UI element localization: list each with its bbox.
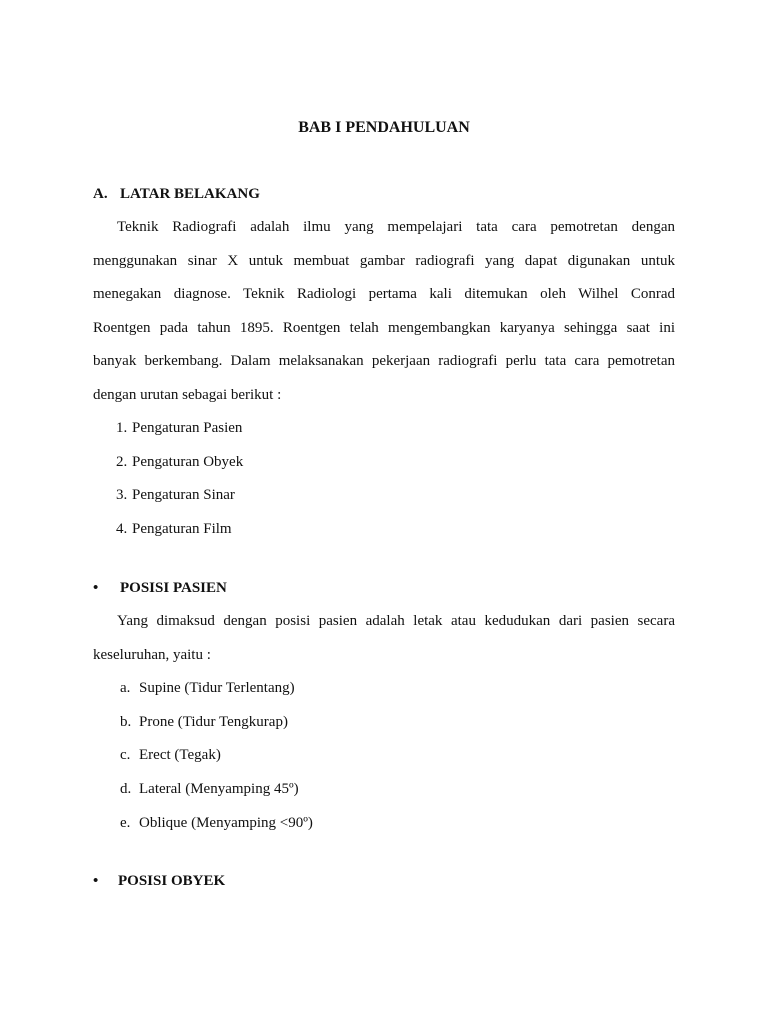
paragraph-line: Teknik Radiografi adalah ilmu yang mempelajari tata cara pemotretan dengan (117, 219, 675, 235)
list-item: d. Lateral (Menyamping 45º) (120, 781, 299, 797)
section-heading-latar-belakang (93, 184, 260, 204)
paragraph-line: banyak berkembang. Dalam melaksanakan pekerjaan radiografi perlu tata cara pemotretan (93, 353, 675, 370)
section-heading-posisi-pasien (93, 578, 227, 598)
bullet-icon: • (93, 580, 99, 596)
bullet-icon: • (93, 873, 99, 889)
section-label: LATAR BELAKANG (120, 186, 260, 202)
section-marker: A. (93, 186, 108, 202)
list-item: b. Prone (Tidur Tengkurap) (120, 714, 288, 730)
paragraph-line: keseluruhan, yaitu : (93, 646, 211, 663)
list-item: e. Oblique (Menyamping <90º) (120, 815, 313, 831)
list-item: 3. Pengaturan Sinar (116, 487, 235, 503)
list-item: a. Supine (Tidur Terlentang) (120, 680, 295, 696)
list-item: 2. Pengaturan Obyek (116, 454, 244, 470)
paragraph-line: menegakan diagnose. Teknik Radiologi pertama kali ditemukan oleh Wilhel Conrad (93, 286, 675, 303)
paragraph-line: Yang dimaksud dengan posisi pasien adalah letak atau kedudukan dari pasien secara (117, 613, 675, 629)
list-item: c. Erect (Tegak) (120, 747, 221, 763)
intro-paragraph (93, 211, 675, 413)
posisi-pasien-paragraph (93, 605, 675, 672)
list-item: 4. Pengaturan Film (116, 521, 232, 537)
paragraph-line: Roentgen pada tahun 1895. Roentgen telah mengembangkan karyanya sehingga saat ini (93, 319, 675, 336)
list-item: 1. Pengaturan Pasien (116, 420, 243, 436)
chapter-title: BAB I PENDAHULUAN (298, 119, 470, 136)
paragraph-line: menggunakan sinar X untuk membuat gambar radiografi yang dapat digunakan untuk (93, 252, 675, 269)
section-heading-posisi-obyek (93, 871, 225, 891)
section-label: POSISI PASIEN (120, 580, 227, 596)
paragraph-line: dengan urutan sebagai berikut : (93, 386, 282, 403)
section-label: POSISI OBYEK (118, 873, 226, 889)
